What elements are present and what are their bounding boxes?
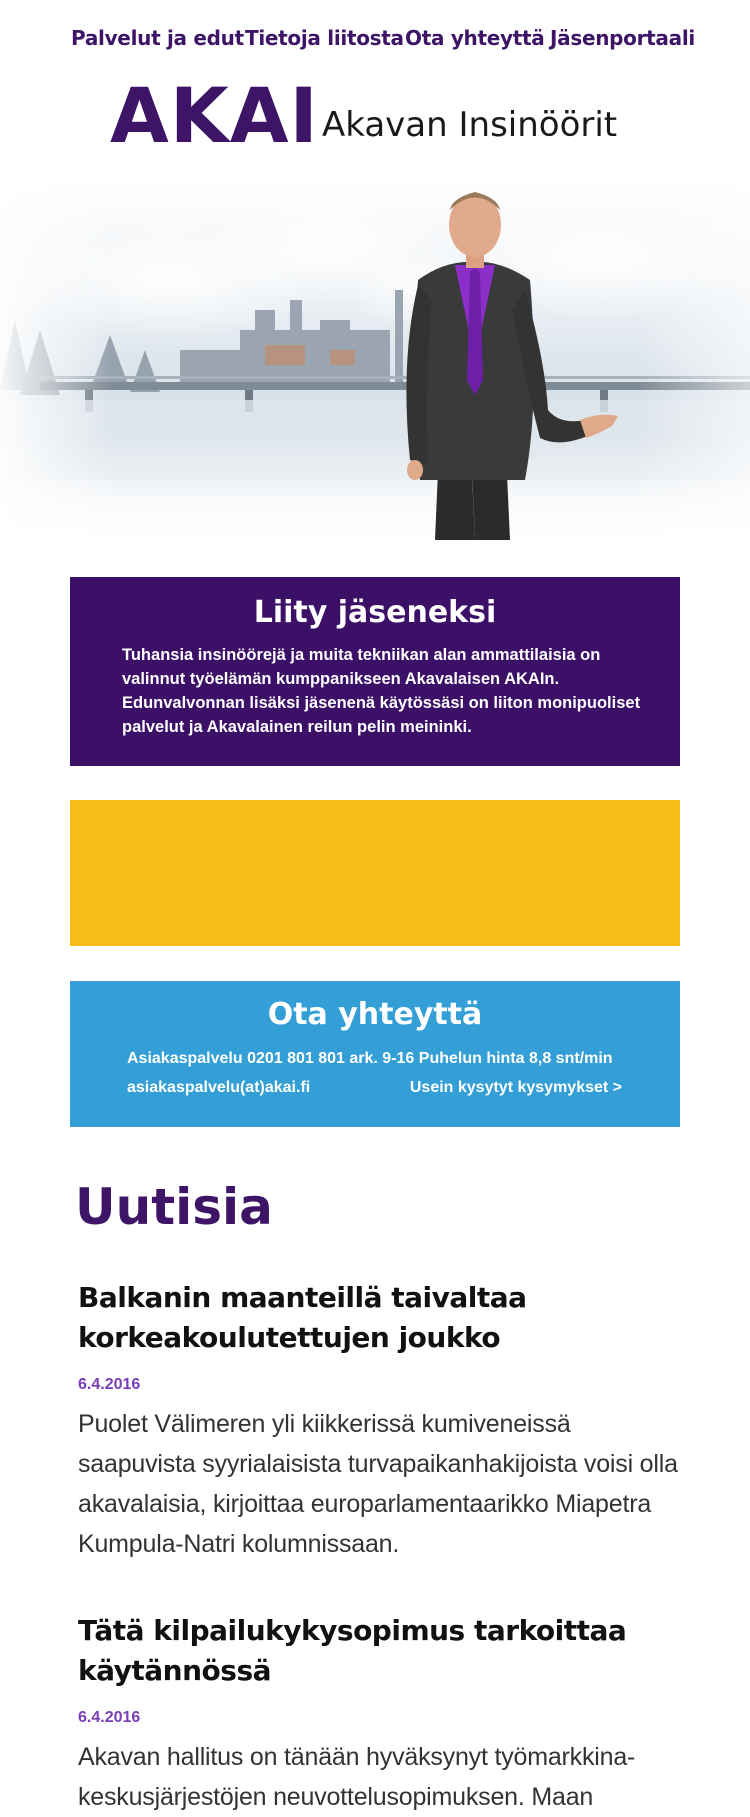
top-navigation bbox=[0, 26, 750, 56]
news-excerpt: Akavan hallitus on tänään hyväksynyt työmarkkinakeskusjärjestöjen neuvottelusopimuksen. Maan bbox=[78, 1743, 636, 1811]
nav-tietoja-liitosta[interactable]: Tietoja liitosta bbox=[245, 26, 404, 50]
news-headline[interactable]: Tätä kilpailukykysopimus tarkoittaa käytännössä bbox=[78, 1614, 627, 1687]
news-date: 6.4.2016 bbox=[78, 1376, 141, 1393]
news-headline[interactable]: Balkanin maanteillä taivaltaa korkeakoulutettujen joukko bbox=[78, 1281, 527, 1354]
brand-subtitle: Akavan Insinöörit bbox=[322, 105, 618, 145]
nav-ota-yhteytta[interactable]: Ota yhteyttä bbox=[405, 26, 545, 50]
join-title: Liity jäseneksi bbox=[253, 595, 497, 630]
nav-palvelut-ja-edut[interactable]: Palvelut ja edut bbox=[71, 26, 244, 50]
nav-jasenportaali[interactable]: Jäsenportaali bbox=[550, 26, 695, 50]
promo-banner[interactable] bbox=[70, 800, 680, 946]
news-item[interactable] bbox=[78, 1611, 678, 1817]
customer-service-line: Asiakaspalvelu 0201 801 801 ark. 9-16 Puhelun hinta 8,8 snt/min bbox=[127, 1050, 613, 1067]
news-section-title: Uutisia bbox=[75, 1178, 273, 1236]
join-card[interactable] bbox=[70, 577, 680, 766]
contact-title: Ota yhteyttä bbox=[267, 997, 483, 1032]
hero-image bbox=[0, 180, 750, 550]
faq-link[interactable]: Usein kysytyt kysymykset > bbox=[409, 1079, 622, 1096]
news-date: 6.4.2016 bbox=[78, 1709, 141, 1726]
join-text: Tuhansia insinöörejä ja muita tekniikan alan ammattilaisia on valinnut työelämän kumppanikseen Akavalaisen AKAIn. Edunvalvonnan lisäksi jäsenenä käytössäsi on liiton monipuoliset palvelut ja Akavalainen reilun pelin meininki. bbox=[122, 646, 641, 736]
hero-illustration bbox=[0, 180, 750, 550]
news-item[interactable] bbox=[78, 1278, 678, 1564]
contact-email[interactable]: asiakaspalvelu(at)akai.fi bbox=[127, 1079, 311, 1096]
news-excerpt: Puolet Välimeren yli kiikkerissä kumiveneissä saapuvista syyrialaisista turvapaikanhakijoista voisi olla akavalaisia, kirjoittaa europarlamentaarikko Miapetra Kumpula-Natri kolumnissaan. bbox=[78, 1410, 678, 1558]
contact-card bbox=[70, 981, 680, 1127]
akai-logo[interactable]: AKAI bbox=[110, 71, 319, 160]
